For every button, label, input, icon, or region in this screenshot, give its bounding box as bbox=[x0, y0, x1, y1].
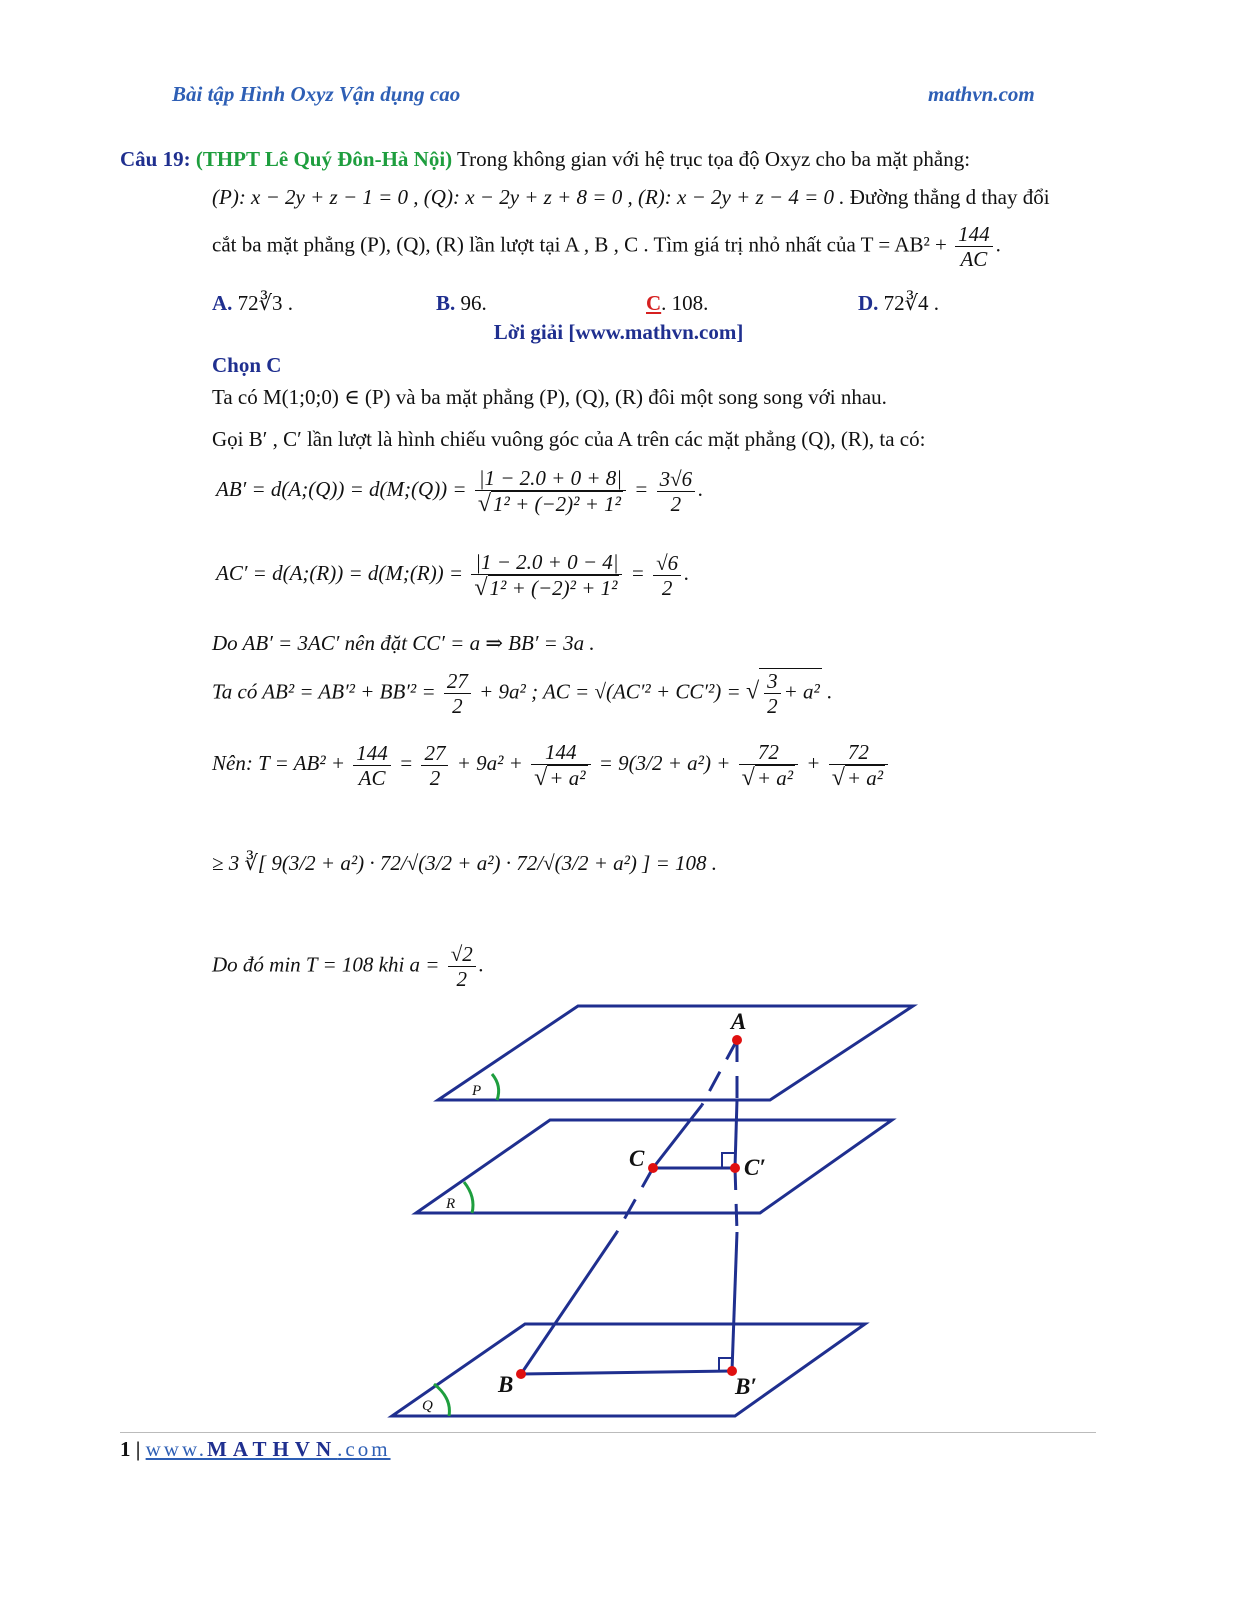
option-b-value: 96. bbox=[460, 291, 487, 315]
solution-step-2: Gọi B′ , C′ lần lượt là hình chiếu vuông góc của A trên các mặt phẳng (Q), (R), ta có: bbox=[212, 427, 926, 451]
label-q: Q bbox=[422, 1398, 433, 1414]
eq1-result-den: 2 bbox=[670, 491, 682, 516]
s5-radicand-b: + a² bbox=[846, 766, 884, 790]
s4-a-squared: + a² bbox=[783, 679, 820, 704]
s5-num-72a: 72 bbox=[739, 740, 798, 765]
equation-ab-prime: AB′ = d(A;(Q)) = d(M;(Q)) = $\frac{|1 - 2.0 + 0 + 8|}{\text{√1² + (−2)² + 1²}}$ = $\frac{3√6}{2}$ . bbox=[216, 466, 704, 517]
s5-part-a: Nên: T = AB² + bbox=[212, 750, 346, 775]
point-b bbox=[516, 1369, 526, 1379]
eq1-denominator: √1² + (−2)² + 1² bbox=[477, 491, 621, 517]
equation-ac-prime: AC′ = d(A;(R)) = d(M;(R)) = $\frac{|1 - 2.0 + 0 - 4|}{\text{√1² + (−2)² + 1²}}$ = $\frac{√6}{2}$ . bbox=[216, 550, 690, 601]
solution-step-4: Ta có AB² = AB′² + BB′² = $\frac{27}{2}$ + 9a² ; AC = √(AC′² + CC′²) = √ $\frac{3}{2}$ + a² . bbox=[212, 669, 833, 718]
s7-part-a: Do đó min T = 108 khi a = bbox=[212, 952, 440, 977]
line-d-text: Đường thẳng d thay đổi bbox=[849, 185, 1050, 209]
option-b-key: B. bbox=[436, 291, 456, 315]
footer-site-pre: www. bbox=[145, 1437, 208, 1461]
label-a: A bbox=[731, 1009, 747, 1034]
option-a-value: 72∛3 . bbox=[237, 291, 294, 315]
solution-step-6: ≥ 3 ∛[ 9(3/2 + a²) · 72/√(3/2 + a²) · 72/√(3/2 + a²) ] = 108 . bbox=[212, 851, 718, 875]
line-a-cprime bbox=[735, 1100, 737, 1168]
question-intro: Trong không gian với hệ trục tọa độ Oxyz cho ba mặt phẳng: bbox=[457, 147, 971, 171]
plane-p bbox=[438, 1006, 913, 1100]
s5-num-72b: 72 bbox=[829, 740, 888, 765]
header-site: mathvn.com bbox=[928, 82, 1035, 106]
s4-num: 27 bbox=[444, 669, 471, 694]
line-c-b-dashed bbox=[617, 1168, 653, 1232]
question-number: Câu 19: bbox=[120, 147, 191, 171]
angle-arc-q bbox=[434, 1384, 449, 1416]
s5-den-72a: √+ a² bbox=[741, 765, 794, 791]
solution-step-7: Do đó min T = 108 khi a = $\frac{√2}{2}$ . bbox=[212, 942, 484, 991]
label-r: R bbox=[446, 1196, 456, 1212]
footer-divider bbox=[120, 1432, 1096, 1433]
s5-den-2: 2 bbox=[429, 765, 441, 790]
solution-heading: Lời giải [www.mathvn.com] bbox=[493, 320, 744, 344]
s4-two: 2 bbox=[767, 694, 778, 718]
s5-num-144b: 144 bbox=[531, 740, 590, 765]
question-line-3: cắt ba mặt phẳng (P), (Q), (R) lần lượt tại A , B , C . Tìm giá trị nhỏ nhất của T = AB² + $\frac{144}{AC}$ . bbox=[212, 222, 1001, 271]
eq2-radicand: 1² + (−2)² + 1² bbox=[489, 576, 618, 600]
s5-den-72b: √+ a² bbox=[831, 765, 884, 791]
footer-site-mid: MATHVN bbox=[207, 1437, 338, 1461]
s4-den: 2 bbox=[452, 694, 463, 718]
fraction-numerator: 144 bbox=[955, 222, 993, 247]
angle-arc-p bbox=[492, 1074, 499, 1100]
option-a-key: A. bbox=[212, 291, 233, 315]
point-c bbox=[648, 1163, 658, 1173]
s4-part-b: + 9a² ; AC = √(AC′² + CC′²) = bbox=[479, 679, 741, 704]
option-d-key: D. bbox=[858, 291, 879, 315]
label-b: B bbox=[498, 1372, 514, 1397]
label-p: P bbox=[472, 1083, 482, 1099]
line-cprime-bprime bbox=[732, 1232, 737, 1371]
s5-num-27: 27 bbox=[421, 741, 448, 766]
eq2-lhs: AC′ = d(A;(R)) = d(M;(R)) = bbox=[216, 560, 464, 585]
option-c-value: . 108. bbox=[661, 291, 709, 315]
line-a-c-solid bbox=[653, 1105, 702, 1168]
eq2-denominator: √1² + (−2)² + 1² bbox=[474, 575, 618, 601]
line-cprime-bprime-dashed bbox=[735, 1168, 737, 1232]
solution-choice: Chọn C bbox=[212, 353, 282, 377]
segment-b-bprime bbox=[521, 1371, 732, 1374]
eq2-result-num: √6 bbox=[653, 551, 681, 576]
footer bbox=[120, 1437, 391, 1462]
s5-part-c: = 9(3/2 + a²) + bbox=[598, 750, 731, 775]
point-a bbox=[732, 1035, 742, 1045]
label-c-prime: C′ bbox=[744, 1155, 766, 1180]
s7-num: √2 bbox=[448, 942, 476, 967]
plane-equations: (P): x − 2y + z − 1 = 0 , (Q): x − 2y + z + 8 = 0 , (R): x − 2y + z − 4 = 0 . bbox=[212, 185, 845, 209]
s4-part-a: Ta có AB² = AB′² + BB′² = bbox=[212, 679, 436, 704]
s5-radicand-a: + a² bbox=[756, 766, 794, 790]
label-c: C bbox=[629, 1146, 645, 1171]
s5-den-root: √+ a² bbox=[534, 765, 586, 791]
point-c-prime bbox=[730, 1163, 740, 1173]
eq2-numerator: |1 − 2.0 + 0 − 4| bbox=[471, 550, 622, 575]
fraction-denominator: AC bbox=[960, 247, 988, 271]
header-title: Bài tập Hình Oxyz Vận dụng cao bbox=[172, 82, 461, 106]
page-number: 1 | bbox=[120, 1437, 141, 1461]
footer-link[interactable] bbox=[146, 1437, 391, 1461]
solution-step-1: Ta có M(1;0;0) ∈ (P) và ba mặt phẳng (P), (Q), (R) đôi một song song với nhau. bbox=[212, 385, 887, 409]
eq1-result-num: 3√6 bbox=[657, 467, 696, 492]
s5-den-ac: AC bbox=[358, 765, 386, 790]
s5-radicand: + a² bbox=[549, 766, 586, 790]
solution-step-5: Nên: T = AB² + $\frac{144}{AC}$ = $\frac{27}{2}$ + 9a² + $\frac{144}{\text{√+ a²}}$ = 9(3/2 + a²) + $\frac{72}{\text{√+ a²}}$ + $\frac{72}{\text{√+ a²}}$ bbox=[212, 740, 891, 790]
question-task: cắt ba mặt phẳng (P), (Q), (R) lần lượt tại A , B , C . Tìm giá trị nhỏ nhất của T = AB² + bbox=[212, 232, 947, 257]
s5-num-144: 144 bbox=[353, 741, 391, 766]
line-c-b-solid bbox=[521, 1232, 617, 1374]
eq1-numerator: |1 − 2.0 + 0 + 8| bbox=[475, 466, 626, 491]
line-a-c-dashed-top bbox=[702, 1040, 737, 1105]
eq2-result-den: 2 bbox=[661, 575, 673, 600]
eq1-radicand: 1² + (−2)² + 1² bbox=[493, 492, 621, 516]
label-b-prime: B′ bbox=[735, 1374, 757, 1399]
angle-arc-r bbox=[464, 1182, 473, 1213]
s4-three: 3 bbox=[764, 669, 781, 694]
s5-part-b: + 9a² + bbox=[456, 750, 523, 775]
s7-den: 2 bbox=[456, 967, 467, 991]
plane-q bbox=[392, 1324, 865, 1416]
footer-site-post: .com bbox=[337, 1437, 391, 1461]
eq1-lhs: AB′ = d(A;(Q)) = d(M;(Q)) = bbox=[216, 476, 467, 501]
option-d-value: 72∛4 . bbox=[883, 291, 940, 315]
option-c-key: C bbox=[646, 291, 662, 315]
solution-step-3: Do AB′ = 3AC′ nên đặt CC′ = a ⇒ BB′ = 3a . bbox=[212, 631, 595, 655]
question-source: (THPT Lê Quý Đôn-Hà Nội) bbox=[195, 147, 453, 171]
